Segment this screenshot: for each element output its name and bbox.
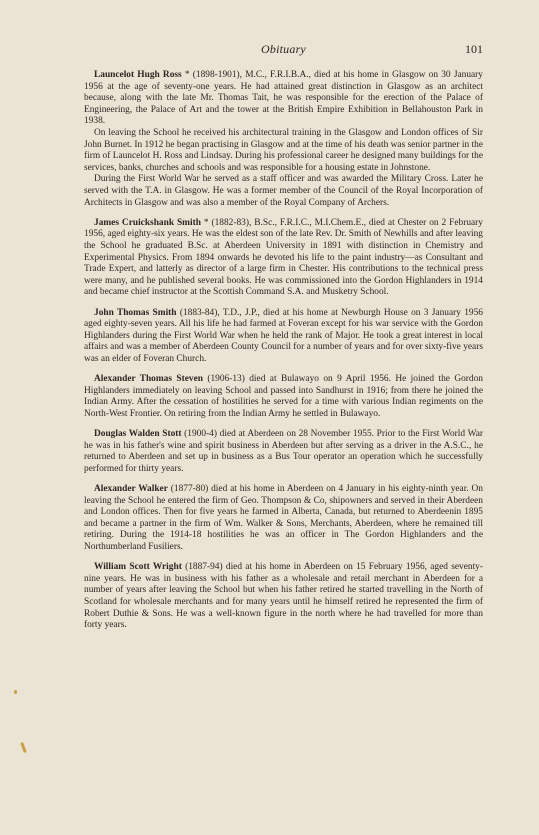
person-name: James Cruickshank Smith: [94, 217, 201, 228]
obituary-entry: [84, 562, 483, 632]
person-name: Alexander Walker: [94, 484, 168, 494]
entry-paragraph: On leaving the School he received his architectural training in the Glasgow and London offices of Sir John Burnet. In 1912 he began practising in Glasgow and at the time of his death was senior partner in the firm of Launcelot H. Ross and Lindsay. During his professional career he designed many buildings for the services, banks, churches and schools and was responsible for a housing estate in Johnstone.: [84, 128, 483, 173]
entry-paragraph: [84, 374, 483, 420]
entry-text: (1900-4) died at Aberdeen on 28 November 1955. Prior to the First World War he was in his father's wine and spirit business in Aberdeen but after serving as a driver in the A.S.C., he returned to Aberdeen and set up in business as a Bus Tour operator an operation which he successfully performed for thirty years.: [84, 429, 483, 474]
entry-paragraph: [84, 484, 483, 554]
entry-paragraph: [84, 562, 483, 632]
person-name: Launcelot Hugh Ross: [94, 70, 182, 80]
page-header: [84, 40, 483, 60]
entry-paragraph: [84, 429, 483, 475]
person-name: Douglas Walden Stott: [94, 429, 182, 440]
person-name: Alexander Thomas Steven: [94, 374, 203, 385]
obituary-entry: [84, 429, 483, 475]
entry-paragraph: [84, 308, 483, 366]
entry-paragraph: [84, 70, 483, 128]
page-number: 101: [465, 42, 483, 56]
entry-paragraph: [84, 218, 483, 299]
margin-mark: [14, 690, 17, 694]
entry-text: (1877-80) died at his home in Aberdeen on 4 January in his eighty-ninth year. On leaving the School he entered the firm of Geo. Thompson & Co, shipowners and served in their Aberdeen and London offices. Then for five years he farmed in Alberta, Canada, but returned to Aberdeenin 1895 and became a partner in the firm of Wm. Walker & Sons, Merchants, Aberdeen, where he remained till retiring. During the 1914-18 hostilities he was an officer in The Gordon Highlanders and the Northumberland Fusiliers.: [84, 484, 483, 553]
person-name: William Scott Wright: [94, 562, 182, 573]
entry-text: * (1882-83), B.Sc., F.R.I.C., M.I.Chem.E., died at Chester on 2 February 1956, aged eighty-six years. He was the eldest son of the late Rev. Dr. Smith of Newhills and after leaving the School he graduated B.Sc. at Aberdeen University in 1891 with distinction in Chemistry and Experimental Physics. From 1894 onwards he devoted his life to the paint industry—as Consultant and Trade Expert, and latterly as director of a large firm in Chester. His contributions to the technical press were many, and he published several books. He was commissioned into the Gordon Highlanders in 1914 and became chief instructor at the Scottish Command S.A. and Musketry School.: [84, 217, 483, 298]
obituary-entry: [84, 70, 483, 209]
obituary-entry: [84, 374, 483, 420]
running-title: Obituary: [261, 42, 306, 56]
obituary-entry: [84, 484, 483, 554]
entry-text: * (1898-1901), M.C., F.R.I.B.A., died at his home in Glasgow on 30 January 1956 at the age of seventy-one years. He had attained great distinction in Glasgow as an architect because, along with the late Mr. Thomas Tait, he was responsible for the erection of the Palace of Engineering, the Palace of Art and the tower at the British Empire Exhibition in Bellahouston Park in 1938.: [84, 70, 483, 127]
entry-text: (1887-94) died at his home in Aberdeen on 15 February 1956, aged seventy-nine years. He was in business with his father as a wholesale and retail merchant in Aberdeen for a number of years after leaving the School but when his father retired he started travelling in the North of Scotland for wholesale merchants and for many years until he himself retired he represented the firm of Robert Duthie & Sons. He was a well-known figure in the north where he had travelled for more than forty years.: [84, 562, 483, 631]
person-name: John Thomas Smith: [94, 307, 177, 318]
entry-text: (1906-13) died at Bulawayo on 9 April 1956. He joined the Gordon Highlanders immediately on leaving School and passed into Sandhurst in 1916; from there he joined the Indian Army. After the cessation of hostilities he served for a time with various Indian regiments on the North-West Frontier. On retiring from the Indian Army he settled in Bulawayo.: [84, 374, 483, 419]
obituary-entry: [84, 308, 483, 366]
entry-paragraph: During the First World War he served as a staff officer and was awarded the Military Cross. Later he served with the T.A. in Glasgow. He was a former member of the Council of the Royal Incorporation of Architects in Glasgow and was also a member of the Royal Company of Archers.: [84, 174, 483, 208]
margin-mark: [20, 742, 27, 753]
entry-text: (1883-84), T.D., J.P., died at his home at Newburgh House on 3 January 1956 aged eighty-seven years. All his life he had farmed at Foveran except for his war service with the Gordon Highlanders during the First World War when he held the rank of Major. He took a great interest in local affairs and was a member of Aberdeen County Council for a number of years and for over sixty-five years was an elder of Foveran Church.: [84, 307, 483, 365]
obituary-entry: [84, 218, 483, 299]
